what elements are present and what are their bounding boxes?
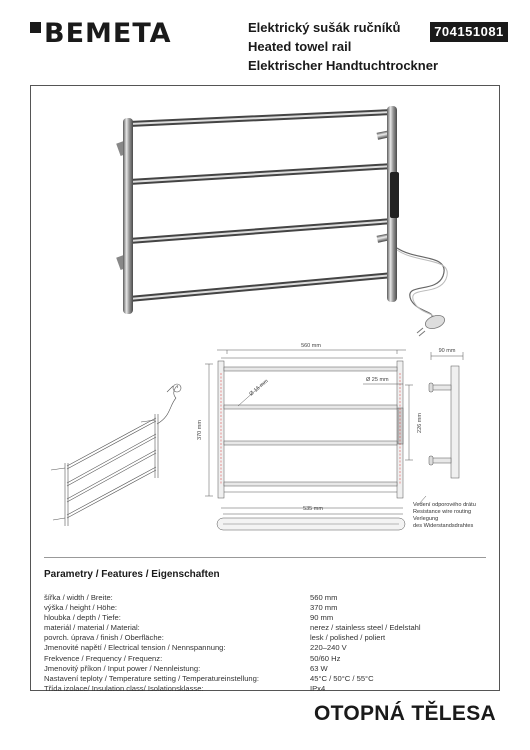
logo-square-icon xyxy=(30,22,41,33)
title-czech: Elektrický sušák ručníků xyxy=(248,20,401,35)
wiring-note-line1: Vedení odporového drátu xyxy=(413,502,476,508)
parameter-value: 45°C / 50°C / 55°C xyxy=(310,673,374,683)
side-view xyxy=(419,352,463,504)
technical-drawing xyxy=(31,86,499,556)
parameters-table xyxy=(44,593,484,694)
parameter-label: hloubka / depth / Tiefe: xyxy=(44,613,121,623)
parameter-row xyxy=(44,633,484,643)
parameter-row xyxy=(44,593,484,603)
parameter-label: materiál / material / Material: xyxy=(44,623,140,633)
dim-tube-small: Ø 16 mm xyxy=(248,378,270,398)
product-titles xyxy=(248,18,438,75)
bottom-view xyxy=(217,518,405,530)
parameter-value: 63 W xyxy=(310,663,328,673)
parameter-row xyxy=(44,684,484,694)
parameter-value: nerez / stainless steel / Edelstahl xyxy=(310,623,421,633)
product-code-badge: 704151081 xyxy=(430,22,508,42)
parameter-row xyxy=(44,674,484,684)
parameter-value: 370 mm xyxy=(310,603,338,613)
parameter-row xyxy=(44,643,484,653)
parameter-row xyxy=(44,654,484,664)
front-view xyxy=(197,343,423,514)
section-divider xyxy=(44,557,486,558)
brand-logo xyxy=(30,18,172,49)
parameters-title: Parametry / Features / Eigenschaften xyxy=(44,569,220,580)
parameter-row xyxy=(44,613,484,623)
wiring-note-line2: Resistance wire routing xyxy=(413,509,472,515)
parameter-value: IPx4 xyxy=(310,683,326,693)
parameter-row xyxy=(44,623,484,633)
parameter-value: 90 mm xyxy=(310,613,334,623)
parameter-value: lesk / polished / poliert xyxy=(310,633,386,643)
isometric-drawing xyxy=(51,384,181,526)
wiring-note-line3: Verlegung xyxy=(413,516,439,522)
parameter-label: Jmenovité napětí / Electrical tension / Nennspannung: xyxy=(44,643,226,653)
parameter-label: šířka / width / Breite: xyxy=(44,593,113,602)
dim-bar-spacing: 226 mm xyxy=(417,413,423,433)
dim-tube-large: Ø 25 mm xyxy=(366,377,389,383)
parameter-label: Třída izolace/ Insulation class/ Isolationsklasse: xyxy=(44,683,204,693)
parameter-label: výška / height / Höhe: xyxy=(44,603,118,613)
product-photo xyxy=(116,106,447,336)
title-german: Elektrischer Handtuchtrockner xyxy=(248,58,439,73)
parameter-row xyxy=(44,664,484,674)
title-english: Heated towel rail xyxy=(248,39,352,54)
parameter-value: 220–240 V xyxy=(310,643,347,653)
parameter-label: Frekvence / Frequency / Frequenz: xyxy=(44,653,163,663)
parameter-value: 50/60 Hz xyxy=(310,653,341,663)
parameter-label: Nastavení teploty / Temperature setting / Temperatureinstellung: xyxy=(44,673,259,683)
category-footer: OTOPNÁ TĚLESA xyxy=(313,702,496,725)
parameter-label: Jmenovitý příkon / Input power / Nennleistung: xyxy=(44,663,201,673)
parameter-label: povrch. úprava / finish / Oberfläche: xyxy=(44,633,164,643)
dim-depth: 90 mm xyxy=(438,348,456,354)
parameter-row xyxy=(44,603,484,613)
brand-name: BEMETA xyxy=(44,18,172,49)
dim-bottom-width: 535 mm xyxy=(303,506,323,512)
parameter-value: 560 mm xyxy=(310,593,338,602)
dim-width: 560 mm xyxy=(301,343,321,349)
dim-height: 370 mm xyxy=(197,420,203,440)
wiring-note xyxy=(413,502,476,529)
wiring-note-line4: des Widerstandsdrahtes xyxy=(413,523,474,529)
wire-routing-line xyxy=(221,373,400,484)
